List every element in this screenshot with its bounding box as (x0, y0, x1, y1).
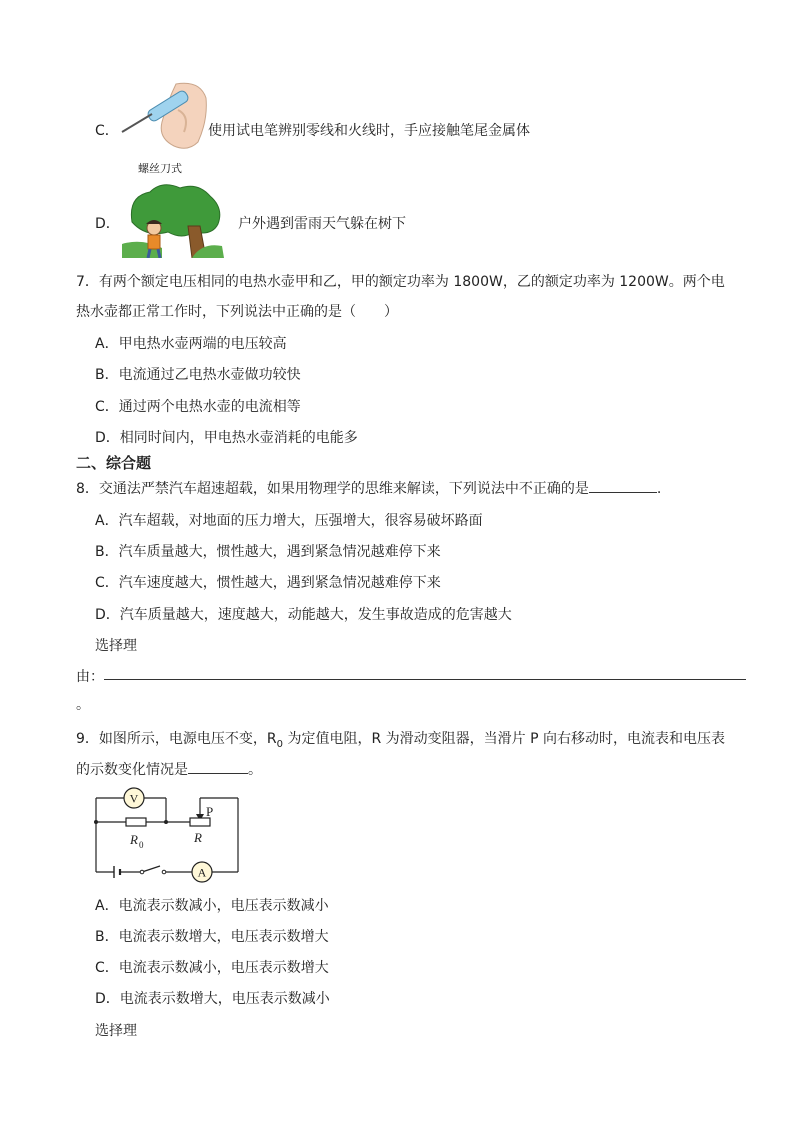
r0-label-sub: 0 (139, 840, 144, 850)
q8-reason-line2-label: 由： (76, 669, 104, 685)
tester-pen-caption: 螺丝刀式 (138, 162, 182, 175)
q6-option-d-label: D． (95, 216, 120, 232)
r0-label: R (130, 832, 138, 847)
q7-stem-line1: 7．有两个额定电压相同的电热水壶甲和乙，甲的额定功率为 1800W，乙的额定功率为 1200W。两个电 (76, 274, 725, 290)
circuit-diagram (88, 786, 248, 886)
section-title: 二、综合题 (76, 454, 152, 472)
q9-option-a: A．电流表示数减小，电压表示数减小 (95, 898, 329, 914)
q7-stem-line2: 热水壶都正常工作时，下列说法中正确的是（ ） (76, 304, 398, 320)
q7-option-b: B．电流通过乙电热水壶做功较快 (95, 367, 301, 383)
q8-option-a: A．汽车超载，对地面的压力增大，压强增大，很容易破坏路面 (95, 513, 483, 529)
q9-stem-part-b: 为定值电阻，R 为滑动变阻器，当滑片 P 向右移动时，电流表和电压表 (283, 731, 725, 747)
q6-option-c-text: 使用试电笔辨别零线和火线时，手应接触笔尾金属体 (208, 123, 530, 139)
q9-stem-line2-text: 的示数变化情况是 (76, 762, 188, 778)
q8-reason-label: 选择理 (95, 638, 137, 654)
q9-answer-blank[interactable] (188, 759, 248, 774)
q8-stem-end: . (656, 481, 662, 497)
q9-option-d: D．电流表示数增大，电压表示数减小 (95, 991, 330, 1007)
q9-stem-part-a: 9．如图所示，电源电压不变，R (76, 731, 277, 747)
r-label: R (194, 830, 202, 845)
ammeter-symbol: A (197, 865, 207, 880)
q8-stem (76, 478, 661, 498)
switch-contact-right (162, 870, 166, 874)
tester-pen-illustration (118, 80, 208, 160)
q8-answer-blank[interactable] (589, 478, 657, 493)
q9-option-b: B．电流表示数增大，电压表示数增大 (95, 929, 329, 945)
q7-option-a: A．甲电热水壶两端的电压较高 (95, 336, 287, 352)
q9-stem-line2 (76, 759, 262, 779)
q8-stem-text: 8．交通法严禁汽车超速超载，如果用物理学的思维来解读，下列说法中不正确的是 (76, 481, 589, 497)
switch-contact-left (140, 870, 144, 874)
q7-option-c: C．通过两个电热水壶的电流相等 (95, 399, 301, 415)
slider-label: P (206, 804, 214, 819)
q6-option-d-text: 户外遇到雷雨天气躲在树下 (238, 216, 406, 232)
q9-stem-line1 (76, 728, 725, 750)
tree-storm-illustration (122, 182, 224, 258)
rheostat-r (190, 818, 210, 826)
q7-option-d: D．相同时间内，甲电热水壶消耗的电能多 (95, 430, 358, 446)
q8-reason-end: 。 (76, 697, 90, 713)
q8-reason-blank[interactable] (104, 679, 746, 680)
q8-option-d: D．汽车质量越大，速度越大，动能越大，发生事故造成的危害越大 (95, 607, 512, 623)
q8-option-b: B．汽车质量越大，惯性越大，遇到紧急情况越难停下来 (95, 544, 441, 560)
junction-dot-left (94, 820, 98, 824)
q9-reason-label: 选择理 (95, 1023, 137, 1039)
resistor-r0 (126, 818, 146, 826)
q8-option-c: C．汽车速度越大，惯性越大，遇到紧急情况越难停下来 (95, 575, 441, 591)
voltmeter-symbol: V (129, 791, 139, 806)
q9-option-c: C．电流表示数减小，电压表示数增大 (95, 960, 329, 976)
q6-option-c-label: C． (95, 123, 119, 139)
junction-dot-right (164, 820, 168, 824)
q9-stem-sub: 0 (276, 738, 284, 750)
q9-stem-line2-end: 。 (248, 762, 262, 778)
